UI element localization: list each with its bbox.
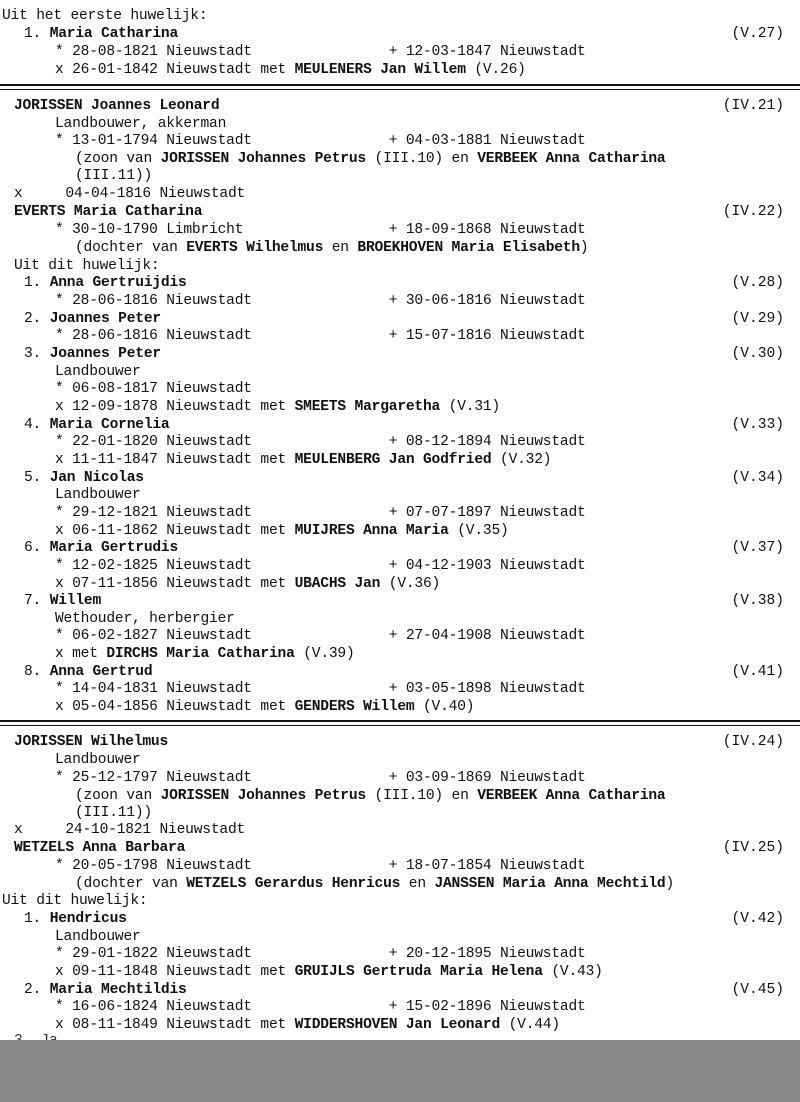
text-line	[55, 681, 586, 698]
line-text: * 06-02-1827 Nieuwstadt + 27-04-1908 Nieuwstadt	[55, 628, 586, 644]
bold-name: MEULENERS Jan Willem	[294, 62, 466, 78]
line-text: * 14-04-1831 Nieuwstadt + 03-05-1898 Nieuwstadt	[55, 681, 586, 697]
line-text: (V.32)	[491, 452, 552, 468]
bold-name: Maria Catharina	[49, 26, 179, 42]
reference-code: (V.42)	[731, 911, 784, 927]
bold-name: WIDDERSHOVEN Jan Leonard	[294, 1017, 501, 1033]
line-text: (III.11))	[75, 168, 153, 184]
reference-code: (V.45)	[731, 982, 784, 998]
text-line	[55, 364, 141, 381]
line-text: (III.11))	[75, 805, 153, 821]
bold-name: VERBEEK Anna Catharina	[477, 788, 666, 804]
text-line	[75, 788, 666, 805]
line-text: 5.	[24, 470, 50, 486]
bold-name: BROEKHOVEN Maria Elisabeth	[357, 240, 580, 256]
text-line	[55, 44, 586, 61]
text-line	[55, 133, 586, 150]
line-text: x 12-09-1878 Nieuwstadt met	[55, 399, 295, 415]
bold-name: Maria Cornelia	[49, 417, 170, 433]
section-divider	[0, 84, 800, 86]
reference-code: (IV.21)	[722, 98, 784, 114]
bold-name: VERBEEK Anna Catharina	[477, 151, 666, 167]
line-text: Landbouwer	[55, 929, 141, 945]
bold-name: Maria Mechtildis	[49, 982, 187, 998]
bold-name: JORISSEN Wilhelmus	[14, 734, 169, 750]
line-text: Wethouder, herbergier	[55, 611, 235, 627]
text-line	[55, 964, 603, 981]
line-text: x 04-04-1816 Nieuwstadt	[14, 186, 246, 202]
text-line	[2, 893, 147, 910]
section-divider-thin	[0, 725, 800, 726]
reference-code: (V.34)	[731, 470, 784, 486]
text-line	[55, 434, 586, 451]
reference-code: (V.30)	[731, 346, 784, 362]
bold-name: DIRCHS Maria Catharina	[106, 646, 295, 662]
bold-name: Anna Gertrud	[49, 664, 153, 680]
reference-code: (V.27)	[731, 26, 784, 42]
bold-name: Jan Nicolas	[49, 470, 144, 486]
line-text: Landbouwer	[55, 752, 141, 768]
text-line	[14, 822, 245, 839]
text-line	[24, 26, 178, 43]
text-line	[55, 770, 586, 787]
line-text: (III.10) en	[365, 788, 478, 804]
bold-name: Anna Gertruijdis	[49, 275, 187, 291]
text-line	[24, 664, 152, 681]
line-text: * 29-12-1821 Nieuwstadt + 07-07-1897 Nieuwstadt	[55, 505, 586, 521]
line-text: (V.31)	[440, 399, 501, 415]
line-text: x 24-10-1821 Nieuwstadt	[14, 822, 246, 838]
text-line	[24, 911, 127, 928]
text-line	[55, 699, 474, 716]
reference-code: (IV.22)	[722, 204, 784, 220]
line-text: x 09-11-1848 Nieuwstadt met	[55, 964, 295, 980]
text-line	[55, 858, 586, 875]
reference-code: (V.41)	[731, 664, 784, 680]
line-text: (zoon van	[75, 151, 161, 167]
bold-name: JANSSEN Maria Anna Mechtild	[434, 876, 666, 892]
line-text: * 28-08-1821 Nieuwstadt + 12-03-1847 Nieuwstadt	[55, 44, 586, 60]
line-text: )	[579, 240, 589, 256]
line-text: 8.	[24, 664, 50, 680]
line-text: 3.	[24, 346, 50, 362]
bold-name: MEULENBERG Jan Godfried	[294, 452, 492, 468]
line-text: (V.44)	[500, 1017, 560, 1033]
line-text: (V.36)	[380, 576, 441, 592]
text-line	[55, 505, 586, 522]
reference-code: (V.37)	[731, 540, 784, 556]
bold-name: MUIJRES Anna Maria	[294, 523, 449, 539]
line-text: x 26-01-1842 Nieuwstadt met	[55, 62, 295, 78]
line-text: 4.	[24, 417, 50, 433]
line-text: (V.26)	[465, 62, 526, 78]
line-text: Uit dit huwelijk:	[14, 258, 160, 274]
text-line	[75, 151, 666, 168]
text-line	[24, 275, 187, 292]
line-text: 7.	[24, 593, 50, 609]
line-text: Landbouwer, akkerman	[55, 116, 227, 132]
line-text: Uit dit huwelijk:	[2, 893, 148, 909]
reference-code: (IV.24)	[722, 734, 784, 750]
text-line	[55, 1017, 560, 1034]
bold-name: GRUIJLS Gertruda Maria Helena	[294, 964, 543, 980]
line-text: * 30-10-1790 Limbricht + 18-09-1868 Nieuwstadt	[55, 222, 586, 238]
line-text: (zoon van	[75, 788, 161, 804]
line-text: (V.40)	[414, 699, 475, 715]
text-line	[55, 523, 509, 540]
text-line	[75, 168, 152, 185]
line-text: * 28-06-1816 Nieuwstadt + 15-07-1816 Nieuwstadt	[55, 328, 586, 344]
text-line	[2, 8, 207, 25]
line-text: * 12-02-1825 Nieuwstadt + 04-12-1903 Nieuwstadt	[55, 558, 586, 574]
line-text: x 08-11-1849 Nieuwstadt met	[55, 1017, 295, 1033]
bold-name: EVERTS Maria Catharina	[14, 204, 203, 220]
line-text: x 05-04-1856 Nieuwstadt met	[55, 699, 295, 715]
bold-name: WETZELS Gerardus Henricus	[186, 876, 401, 892]
line-text: 1.	[24, 26, 50, 42]
text-line	[55, 929, 141, 946]
bold-name: UBACHS Jan	[294, 576, 381, 592]
text-line	[55, 611, 235, 628]
bold-name: JORISSEN Joannes Leonard	[14, 98, 220, 114]
text-line	[55, 381, 252, 398]
line-text: en	[400, 876, 435, 892]
line-text: * 13-01-1794 Nieuwstadt + 04-03-1881 Nieuwstadt	[55, 133, 586, 149]
bold-name: GENDERS Willem	[294, 699, 415, 715]
line-text: 1.	[24, 911, 50, 927]
line-text: (dochter van	[75, 876, 187, 892]
text-line	[55, 399, 500, 416]
text-line	[24, 417, 170, 434]
line-text: Uit het eerste huwelijk:	[2, 8, 208, 24]
bold-name: JORISSEN Johannes Petrus	[160, 788, 366, 804]
reference-code: (V.28)	[731, 275, 784, 291]
text-line	[55, 946, 586, 963]
text-line	[55, 752, 141, 769]
text-line	[55, 646, 355, 663]
reference-code: (V.33)	[731, 417, 784, 433]
line-text: * 16-06-1824 Nieuwstadt + 15-02-1896 Nieuwstadt	[55, 999, 586, 1015]
line-text: Landbouwer	[55, 364, 141, 380]
text-line	[75, 876, 674, 893]
line-text: (dochter van	[75, 240, 187, 256]
text-line	[14, 98, 219, 115]
line-text: (V.43)	[542, 964, 603, 980]
reference-code: (IV.25)	[722, 840, 784, 856]
line-text: )	[665, 876, 675, 892]
bold-name: Willem	[49, 593, 102, 609]
scan-bottom-bar	[0, 1040, 800, 1102]
line-text: * 20-05-1798 Nieuwstadt + 18-07-1854 Nieuwstadt	[55, 858, 586, 874]
line-text: x met	[55, 646, 107, 662]
line-text: x 07-11-1856 Nieuwstadt met	[55, 576, 295, 592]
section-divider	[0, 720, 800, 722]
line-text: Landbouwer	[55, 487, 141, 503]
text-line	[55, 576, 440, 593]
reference-code: (V.38)	[731, 593, 784, 609]
text-line	[75, 805, 152, 822]
text-line	[55, 328, 586, 345]
text-line	[55, 62, 526, 79]
reference-code: (V.29)	[731, 311, 784, 327]
bold-name: SMEETS Margaretha	[294, 399, 441, 415]
text-line	[24, 982, 187, 999]
line-text: (V.35)	[448, 523, 509, 539]
text-line	[24, 346, 161, 363]
text-line	[55, 558, 586, 575]
text-line	[55, 999, 586, 1016]
text-line	[14, 258, 159, 275]
line-text: (III.10) en	[365, 151, 478, 167]
line-text: * 22-01-1820 Nieuwstadt + 08-12-1894 Nieuwstadt	[55, 434, 586, 450]
text-line	[55, 452, 551, 469]
line-text: 2.	[24, 311, 50, 327]
line-text: * 06-08-1817 Nieuwstadt	[55, 381, 252, 397]
text-line	[75, 240, 588, 257]
text-line	[14, 734, 168, 751]
section-divider-thin	[0, 89, 800, 90]
line-text: x 11-11-1847 Nieuwstadt met	[55, 452, 295, 468]
text-line	[24, 311, 161, 328]
line-text: * 25-12-1797 Nieuwstadt + 03-09-1869 Nieuwstadt	[55, 770, 586, 786]
line-text: * 28-06-1816 Nieuwstadt + 30-06-1816 Nieuwstadt	[55, 293, 586, 309]
text-line	[24, 593, 101, 610]
line-text: (V.39)	[294, 646, 355, 662]
text-line	[14, 840, 185, 857]
text-line	[24, 540, 178, 557]
bold-name: Maria Gertrudis	[49, 540, 179, 556]
text-line	[55, 116, 226, 133]
text-line	[14, 204, 202, 221]
text-line	[55, 487, 141, 504]
text-line	[24, 470, 144, 487]
line-text: 1.	[24, 275, 50, 291]
bold-name: Hendricus	[49, 911, 127, 927]
bold-name: EVERTS Wilhelmus	[186, 240, 324, 256]
text-line	[55, 222, 586, 239]
line-text: 2.	[24, 982, 50, 998]
text-line	[55, 628, 586, 645]
line-text: en	[323, 240, 358, 256]
text-line	[14, 186, 245, 203]
bold-name: Joannes Peter	[49, 346, 161, 362]
line-text: * 29-01-1822 Nieuwstadt + 20-12-1895 Nieuwstadt	[55, 946, 586, 962]
text-line	[55, 293, 586, 310]
bold-name: WETZELS Anna Barbara	[14, 840, 186, 856]
bold-name: Joannes Peter	[49, 311, 161, 327]
line-text: 6.	[24, 540, 50, 556]
line-text: x 06-11-1862 Nieuwstadt met	[55, 523, 295, 539]
bold-name: JORISSEN Johannes Petrus	[160, 151, 366, 167]
